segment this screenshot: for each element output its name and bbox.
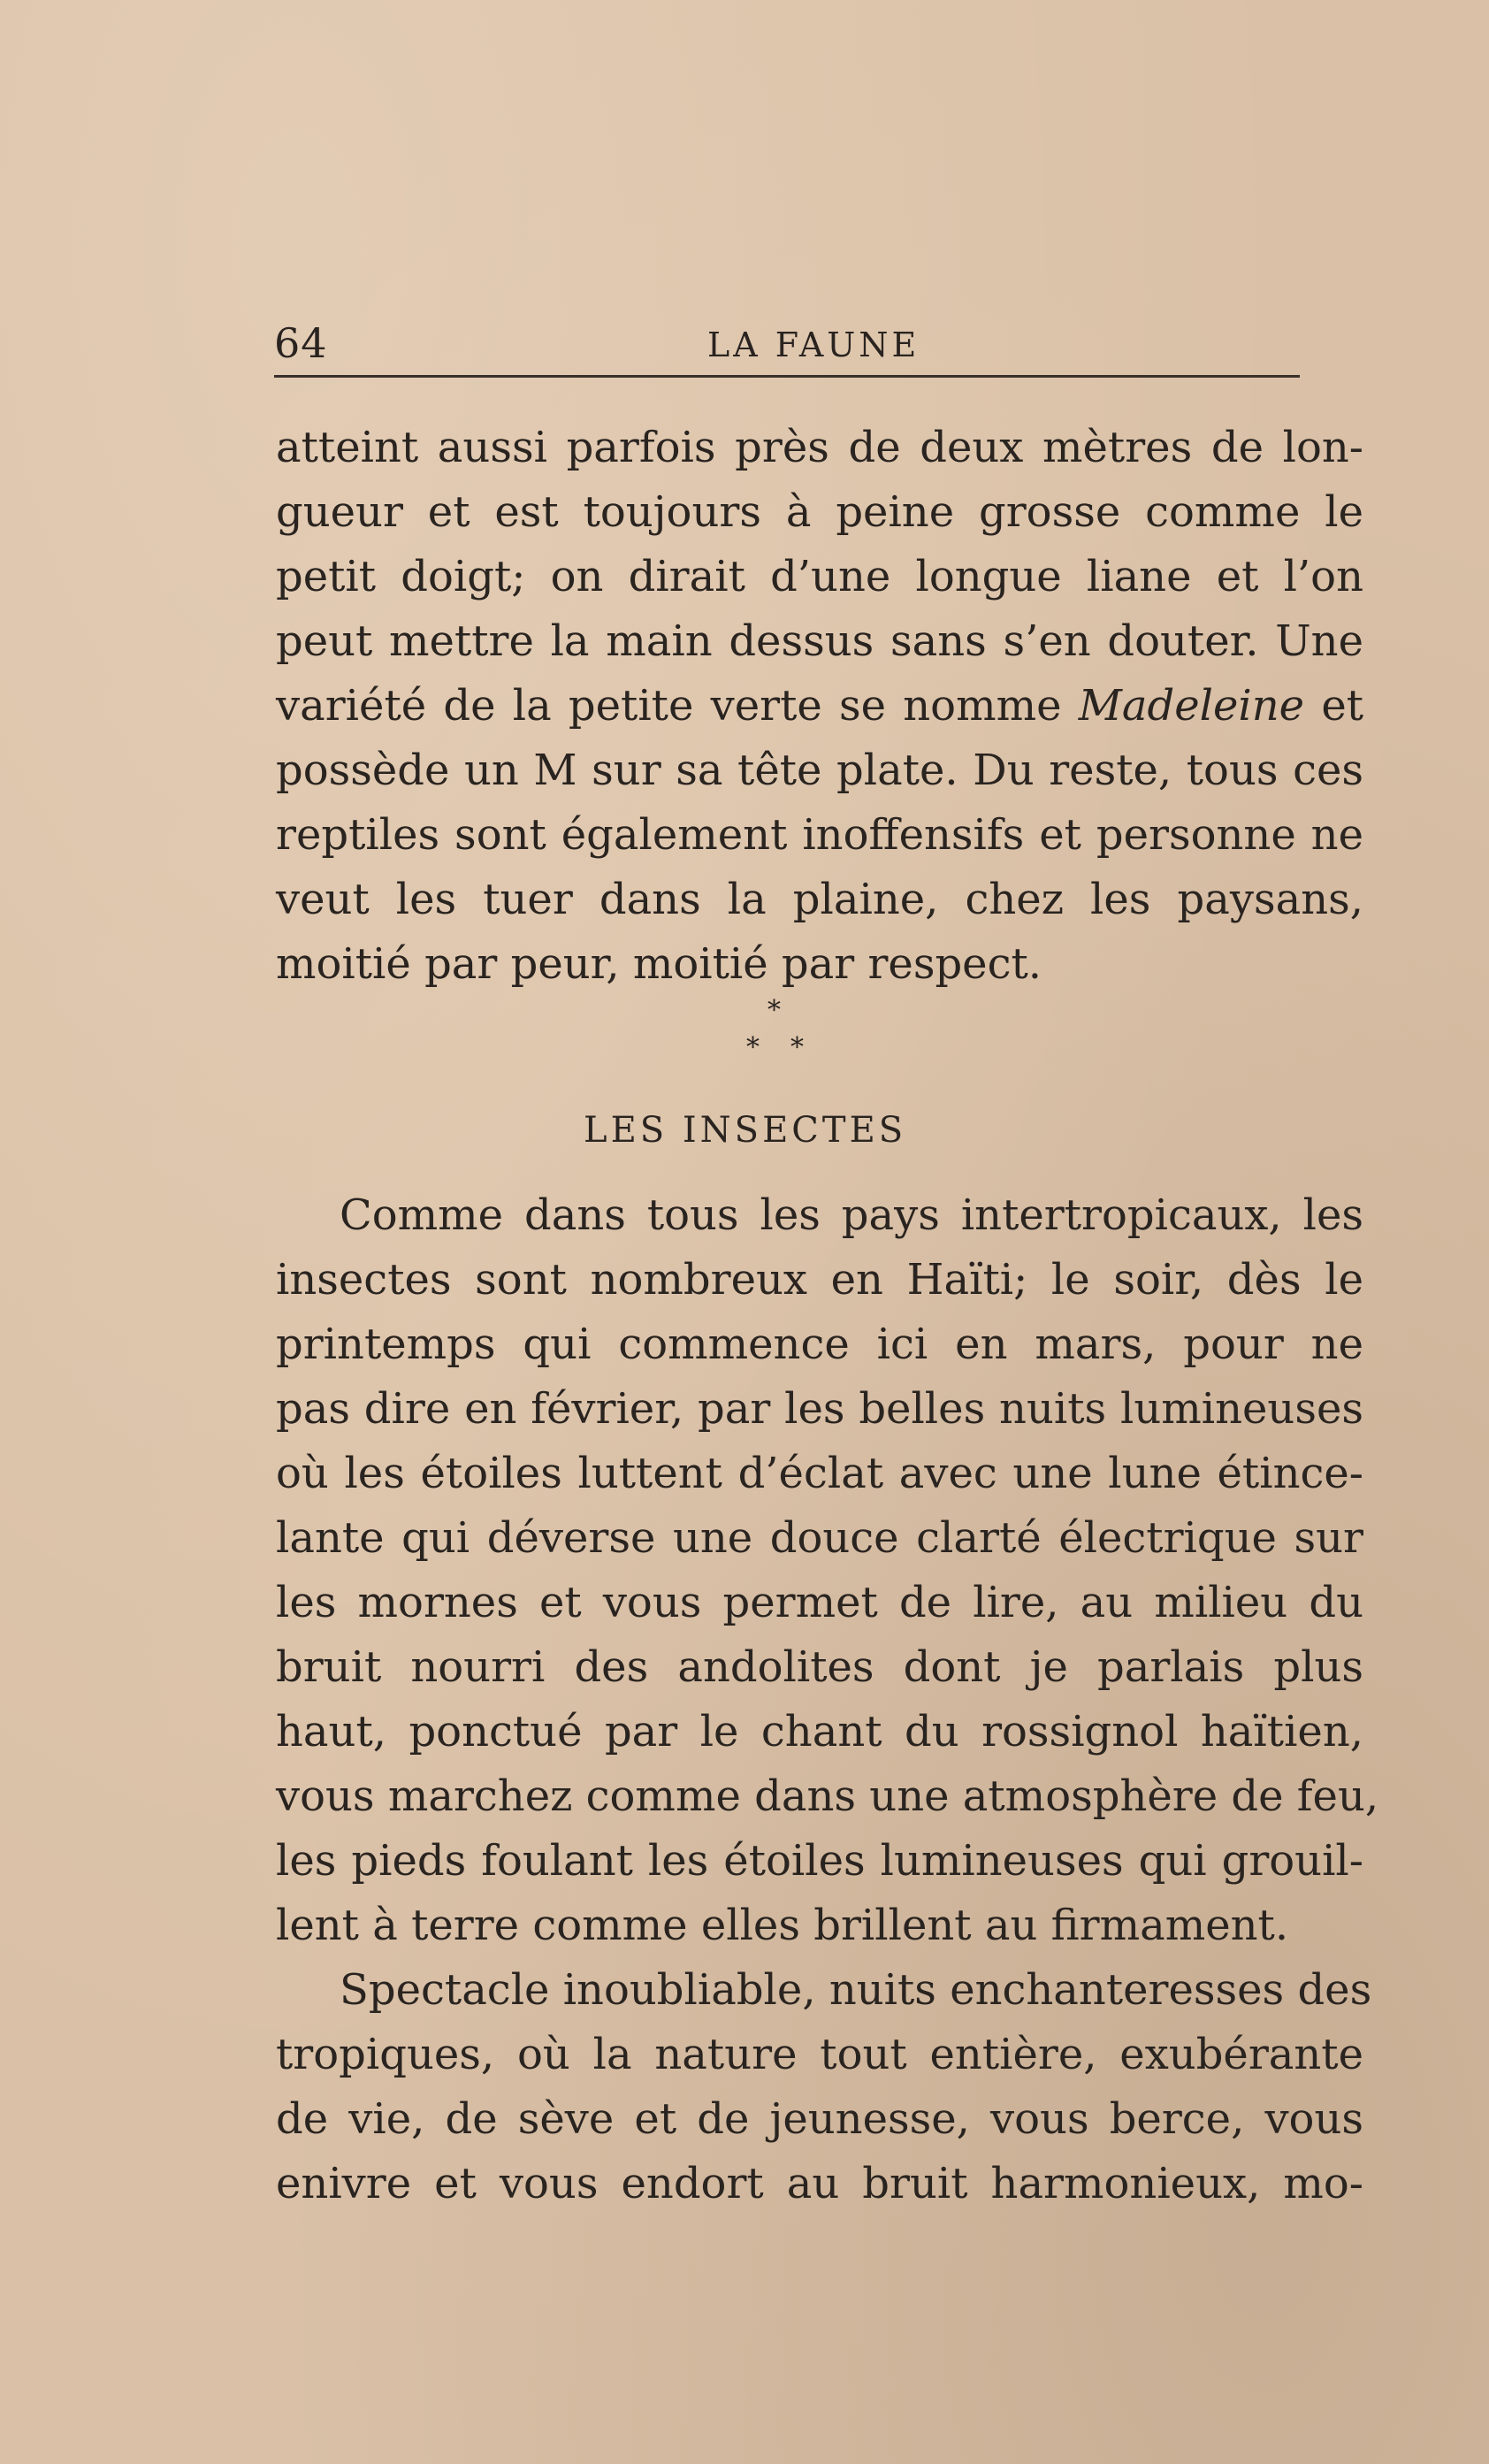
text-segment: variété de la petite verte se nomme (276, 681, 1062, 731)
asterisk: * (790, 1032, 804, 1063)
section-body (276, 1183, 1379, 2216)
header-rule (274, 375, 1300, 378)
text-line: insectes sont nombreux en Haïti; le soir, dès le (276, 1255, 1363, 1305)
text-line: moitié par peur, moitié par respect. (276, 939, 1042, 989)
text-line: enivre et vous endort au bruit harmonieux, mo- (276, 2159, 1363, 2208)
text-line: pas dire en février, par les belles nuits lumineuses (276, 1384, 1363, 1434)
running-head (274, 317, 1300, 370)
text-line: peut mettre la main dessus sans s’en douter. Une (276, 616, 1363, 666)
text-line: lante qui déverse une douce clarté électrique sur (276, 1513, 1363, 1563)
text-line: veut les tuer dans la plaine, chez les paysans, (276, 875, 1363, 924)
section-heading: LES INSECTES (584, 1110, 907, 1151)
asterisk: * (746, 1032, 760, 1063)
text-line: gueur et est toujours à peine grosse comme le (276, 487, 1363, 537)
text-line: de vie, de sève et de jeunesse, vous berce, vous (276, 2094, 1363, 2144)
text-line: possède un M sur sa tête plate. Du reste, tous ces (276, 746, 1363, 795)
text-line: Comme dans tous les pays intertropicaux, les (340, 1190, 1363, 1240)
text-line: atteint aussi parfois près de deux mètres de lon- (276, 423, 1363, 472)
asterism-divider (718, 995, 842, 1075)
text-line: bruit nourri des andolites dont je parlais plus (276, 1642, 1363, 1692)
text-line: les mornes et vous permet de lire, au milieu du (276, 1578, 1363, 1627)
text-line: vous marchez comme dans une atmosphère de feu, (276, 1771, 1379, 1821)
text-line: petit doigt; on dirait d’une longue liane et l’on (276, 552, 1363, 601)
text-line: où les étoiles luttent d’éclat avec une lune étince- (276, 1449, 1363, 1498)
text-line: lent à terre comme elles brillent au firmament. (276, 1901, 1289, 1950)
text-line: tropiques, où la nature tout entière, exubérante (276, 2030, 1363, 2079)
continued-paragraph (276, 416, 1363, 997)
running-title: LA FAUNE (707, 325, 920, 364)
text-segment: et (1321, 681, 1364, 731)
page-number: 64 (274, 319, 328, 367)
italic-name: Madeleine (1078, 681, 1305, 731)
text-line (276, 674, 1363, 738)
text-line: reptiles sont également inoffensifs et personne ne (276, 810, 1363, 860)
text-line: Spectacle inoubliable, nuits enchanteresses des (340, 1965, 1372, 2015)
text-line: haut, ponctué par le chant du rossignol haïtien, (276, 1707, 1363, 1756)
text-line: les pieds foulant les étoiles lumineuses qui grouil- (276, 1836, 1363, 1886)
asterisk: * (767, 995, 781, 1026)
text-line: printemps qui commence ici en mars, pour ne (276, 1320, 1363, 1369)
